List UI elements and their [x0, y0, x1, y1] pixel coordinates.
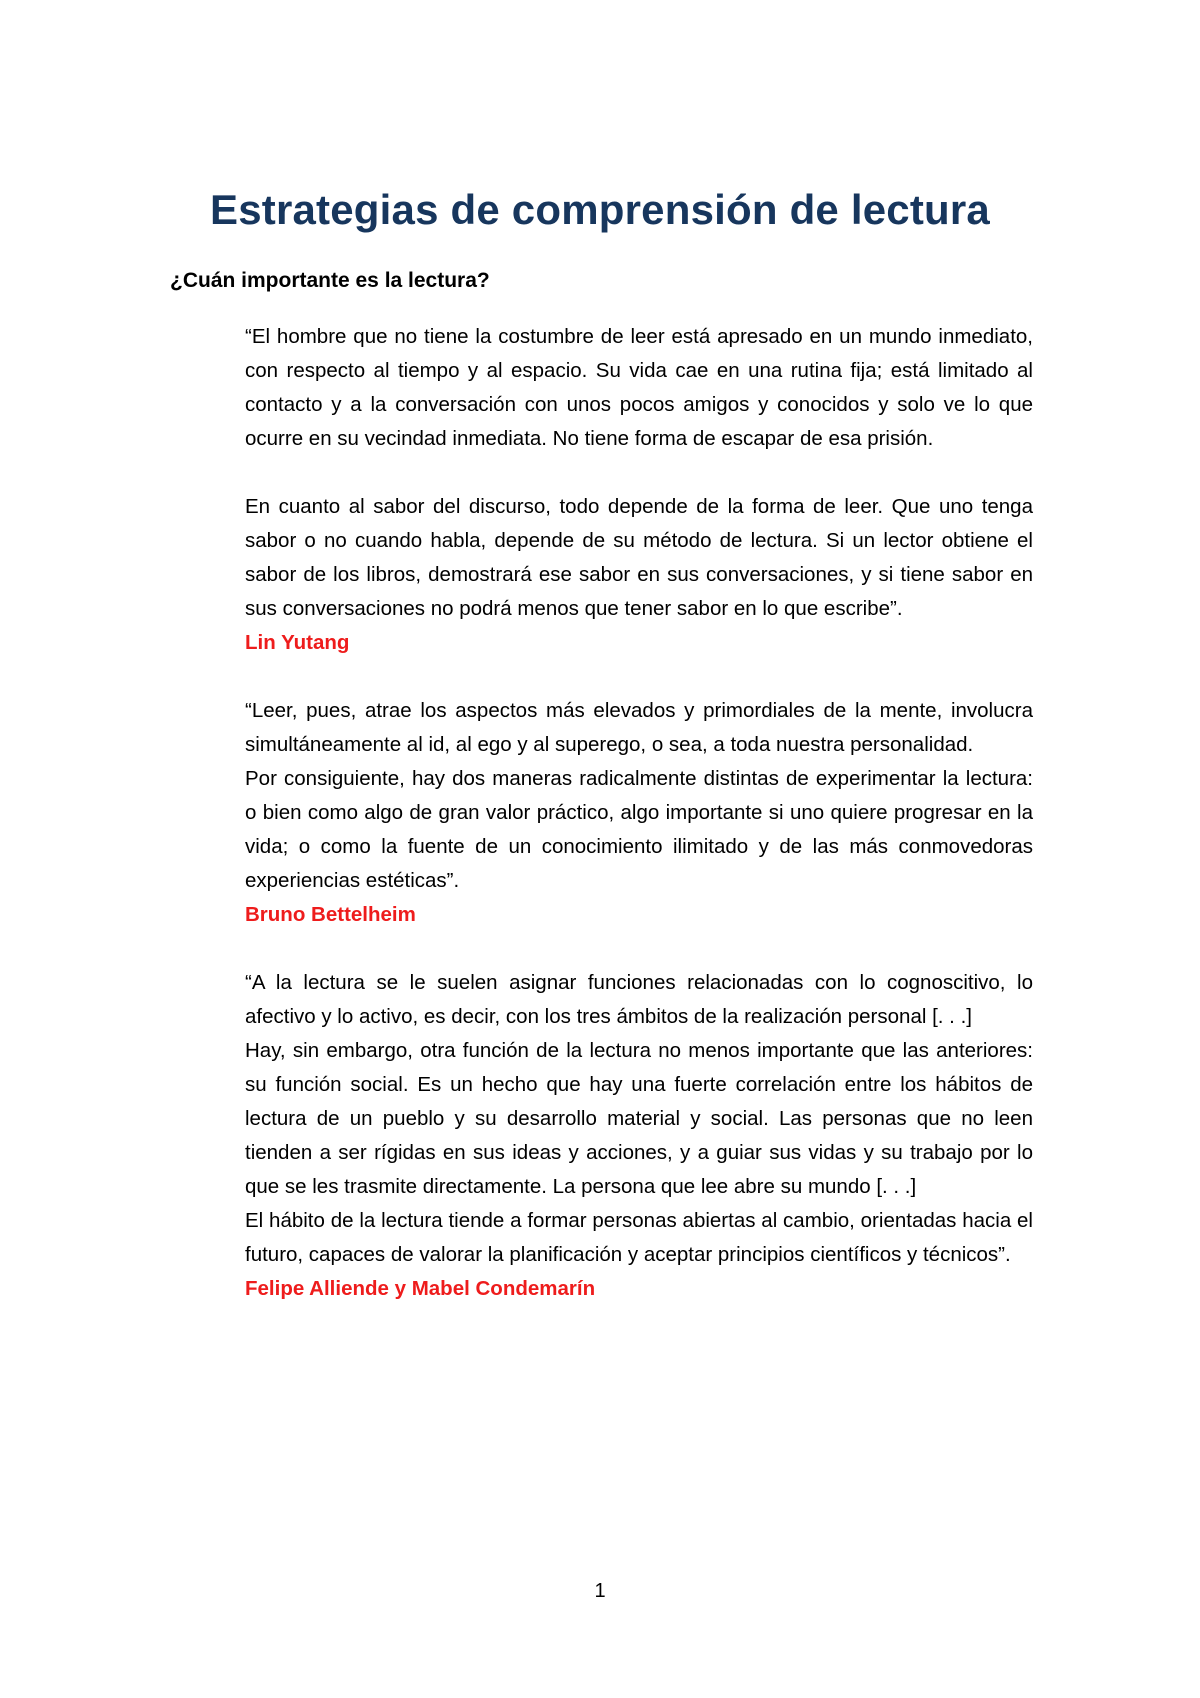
quote-paragraph: “Leer, pues, atrae los aspectos más elevados y primordiales de la mente, involucra simultáneamente al id, al ego y al superego, o sea, a toda nuestra personalidad.: [245, 699, 1033, 756]
section-question: ¿Cuán importante es la lectura?: [170, 269, 490, 292]
quote-author: Felipe Alliende y Mabel Condemarín: [245, 1277, 596, 1300]
quote-paragraph: En cuanto al sabor del discurso, todo depende de la forma de leer. Que uno tenga sabor o no cuando habla, depende de su método de lectura. Si un lector obtiene el sabor de los libros, demostrará ese sabor en sus conversaciones, y si tiene sabor en sus conversaciones no podrá menos que tener sabor en lo que escribe”.: [245, 495, 1033, 620]
quote-paragraph: El hábito de la lectura tiende a formar personas abiertas al cambio, orientadas hacia el futuro, capaces de valorar la planificación y aceptar principios científicos y técnicos”.: [245, 1209, 1033, 1266]
page-number: 1: [594, 1580, 606, 1602]
quote-paragraph: Hay, sin embargo, otra función de la lectura no menos importante que las anteriores: su función social. Es un hecho que hay una fuerte correlación entre los hábitos de lectura de un pueblo y su desarrollo material y social. Las personas que no leen tienden a ser rígidas en sus ideas y acciones, y a guiar sus vidas y su trabajo por lo que se les trasmite directamente. La persona que lee abre su mundo [. . .]: [245, 1039, 1033, 1198]
quote-author: Bruno Bettelheim: [245, 903, 416, 926]
quotes-body: [245, 320, 1033, 1306]
quote-paragraph: “El hombre que no tiene la costumbre de leer está apresado en un mundo inmediato, con respecto al tiempo y al espacio. Su vida cae en una rutina fija; está limitado al contacto y a la conversación con unos pocos amigos y conocidos y solo ve lo que ocurre en su vecindad inmediata. No tiene forma de escapar de esa prisión.: [245, 325, 1033, 450]
quote-paragraph: “A la lectura se le suelen asignar funciones relacionadas con lo cognoscitivo, lo afectivo y lo activo, es decir, con los tres ámbitos de la realización personal [. . .]: [245, 971, 1033, 1028]
page-title: Estrategias de comprensión de lectura: [210, 186, 990, 234]
quote-block: [245, 966, 1033, 1306]
quote-author: Lin Yutang: [245, 631, 350, 654]
quote-paragraph: Por consiguiente, hay dos maneras radicalmente distintas de experimentar la lectura: o bien como algo de gran valor práctico, algo importante si uno quiere progresar en la vida; o como la fuente de un conocimiento ilimitado y de las más conmovedoras experiencias estéticas”.: [245, 767, 1033, 892]
quote-block: [245, 694, 1033, 932]
quote-block: [245, 320, 1033, 660]
